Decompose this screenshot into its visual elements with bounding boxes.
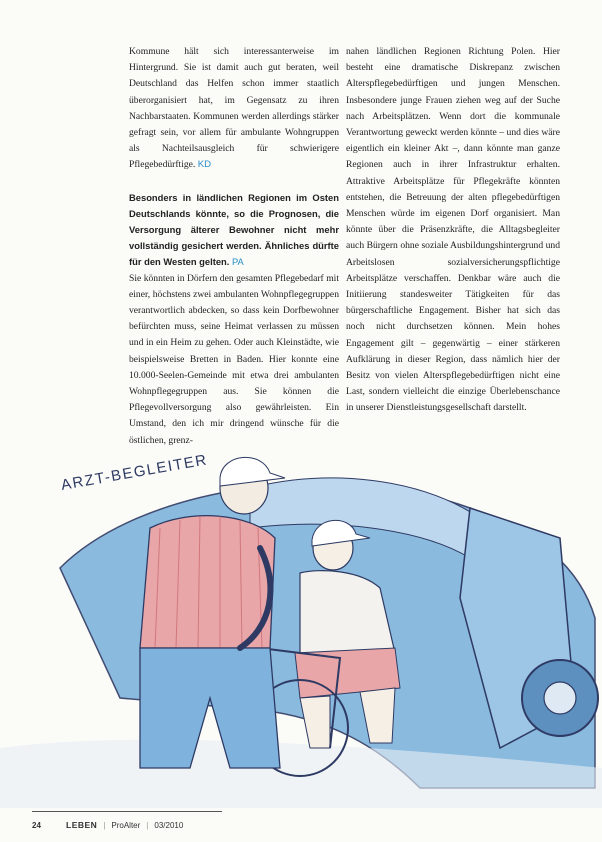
sketch-illustration: [0, 448, 602, 808]
paragraph: nahen ländlichen Regionen Richtung Polen. Hier besteht eine dramatische Diskrepanz zwischen Alterspflegebedürftigen und jungen Menschen. Insbesondere junge Frauen ziehen weg auf der Suche nach Arbeitsplätzen. Wenn dort die kommunale Verantwortung geweckt werden könnte – und dies wäre eigentlich ein kleiner Akt –, dann könnte man ganze Regionen auch in ihrer Infrastruktur erhalten. Attraktive Arbeitsplätze für Pflegekräfte könnten entstehen, die Betreuung der alten pflegebedürftigen Menschen würde im eigenen Dorf organisiert. Man könnte über die Präsenzkräfte, die Alltagsbegleiter auch Bürgern ohne soziale Ausbildungshintergrund und Arbeitslosen sozialversicherungspflichtige Arbeitsplätze verschaffen. Denkbar wäre auch die Initiierung standesweiter Tätigkeiten für das bürgerschaftliche Engagement. Bisher hat sich das noch nicht durchsetzen können. Mein hohes Engagement gilt – gegenwärtig – einer stärkeren Aufklärung in dieser Region, dass nämlich hier der Besitz von vielen Alterspflegebedürftigen nicht eine Last, sondern vielleicht die einzige Überlebenschance in unserer Dienstleistungsgesellschaft darstellt.: [346, 46, 560, 414]
page-number: 24: [32, 820, 41, 830]
paragraph: Sie könnten in Dörfern den gesamten Pflegebedarf mit einer, höchstens zwei ambulanten Wohnpflegegruppen verantwortlich abdecken, so dass kein Dorfbewohner befürchten muss, seine Heimat verlassen zu müssen und in ein Heim zu gehen. Oder auch Kleinstädte, wie beispielsweise Bretten in Baden. Hier konnte eine 10.000-Seelen-Gemeinde mit etwa drei ambulanten Wohnpflegegruppen aus. Sie können die Pflegevollversorgung also gewährleisten. Ein Umstand, den ich mir dringend wünsche für die östlichen, grenz-: [129, 272, 339, 446]
lead-question: Besonders in ländlichen Regionen im Osten Deutschlands könnte, so die Prognosen, die Versorgung älterer Bewohner nicht mehr vollständig gesichert werden. Ähnliches dürfte für den Westen gelten. PA: [129, 191, 339, 268]
article-column-left: [129, 44, 339, 449]
paragraph: Kommune hält sich interessanterweise im Hintergrund. Sie ist damit auch gut beraten, weil Deutschland das Helfen schon immer staatlich überorganisiert hat, im Gegensatz zu ihren Nachbarstaaten. Kommunen werden allerdings stärker gefragt sein, vor allem für ambulante Wohngruppen als Nachteilsausgleich für schwierigere Pflegebedürftige. KD: [129, 46, 339, 171]
footer-separator: |: [103, 820, 106, 830]
author-tag: KD: [197, 159, 212, 171]
magazine-name: ProAlter: [111, 820, 141, 830]
article-column-right: [346, 44, 560, 417]
author-tag: PA: [231, 256, 244, 268]
page-footer: [32, 818, 572, 832]
man-cap: [220, 457, 285, 486]
footer-separator: |: [146, 820, 149, 830]
section-name: LEBEN: [66, 820, 98, 830]
issue-number: 03/2010: [154, 820, 184, 830]
man-shirt: [140, 516, 275, 648]
footer-rule: [32, 811, 222, 812]
handwritten-caption: ARZT-BEGLEITER: [59, 451, 209, 494]
